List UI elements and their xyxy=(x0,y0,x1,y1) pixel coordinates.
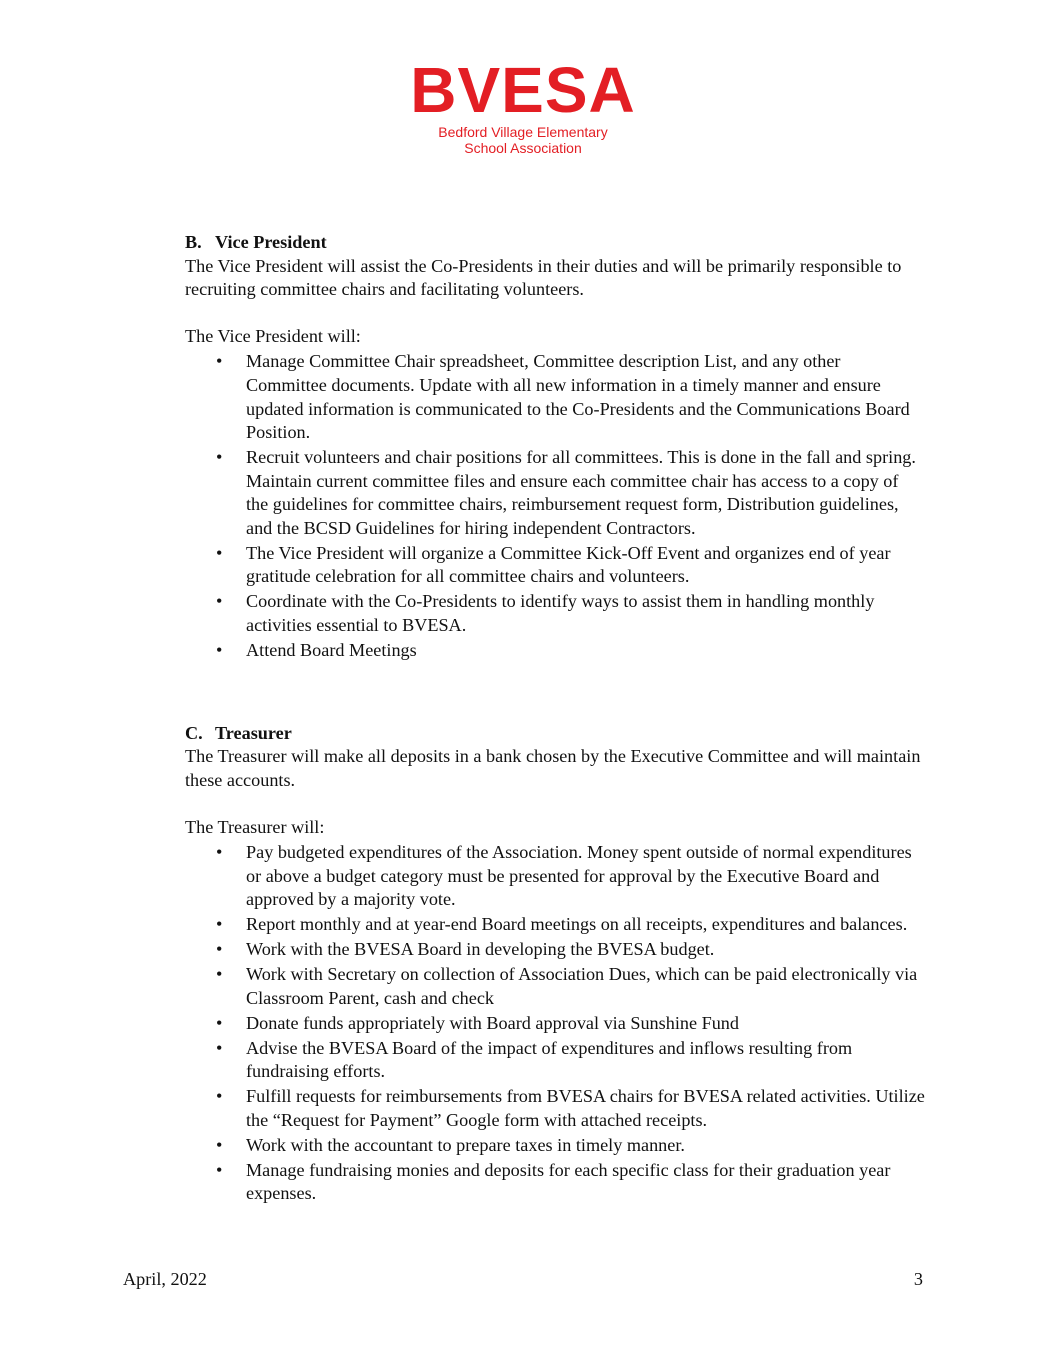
treasurer-lead: The Treasurer will: xyxy=(185,817,325,838)
list-item xyxy=(185,1037,925,1084)
list-item xyxy=(185,446,925,540)
bullet-icon: • xyxy=(216,914,223,935)
bullet-icon: • xyxy=(216,964,223,985)
list-item xyxy=(185,1085,925,1132)
treasurer-duties-list xyxy=(185,841,925,1206)
bullet-icon: • xyxy=(216,591,223,612)
bullet-icon: • xyxy=(216,447,223,468)
list-item xyxy=(185,841,925,912)
list-item xyxy=(185,938,925,962)
bullet-icon: • xyxy=(216,640,223,661)
list-item-text: The Vice President will organize a Committee Kick-Off Event and organizes end of year gratitude celebration for all committee chairs and volunteers. xyxy=(246,542,891,587)
list-item-text: Pay budgeted expenditures of the Association. Money spent outside of normal expenditures or above a budget category must be presented for approval by the Executive Board and approved by a majority vote. xyxy=(246,842,912,910)
list-item xyxy=(185,542,925,589)
list-item xyxy=(185,1012,925,1036)
vice-president-lead: The Vice President will: xyxy=(185,326,361,347)
bullet-icon: • xyxy=(216,1159,223,1180)
list-item xyxy=(185,963,925,1010)
list-item xyxy=(185,1159,925,1206)
bullet-icon: • xyxy=(216,351,223,372)
bullet-icon: • xyxy=(216,1037,223,1058)
list-item xyxy=(185,590,925,637)
section-heading-vice-president xyxy=(185,231,925,255)
list-item xyxy=(185,913,925,937)
bvesa-logo xyxy=(0,56,1046,156)
list-item-text: Donate funds appropriately with Board approval via Sunshine Fund xyxy=(246,1012,739,1033)
section-letter: C. xyxy=(185,722,203,743)
bullet-icon: • xyxy=(216,842,223,862)
list-item-text: Report monthly and at year-end Board meetings on all receipts, expenditures and balances. xyxy=(246,914,908,935)
bullet-icon: • xyxy=(216,542,223,563)
list-item xyxy=(185,1134,925,1158)
page-number: 3 xyxy=(913,1269,923,1289)
list-item-text: Work with Secretary on collection of Association Dues, which can be paid electronically via Classroom Parent, cash and check xyxy=(246,964,918,1008)
list-item-text: Advise the BVESA Board of the impact of expenditures and inflows resulting from fundraising efforts. xyxy=(246,1037,853,1082)
logo-wordmark: BVESA xyxy=(410,54,636,126)
treasurer-intro: The Treasurer will make all deposits in a bank chosen by the Executive Committee and will maintain these accounts. xyxy=(185,746,921,790)
logo-subtitle-line-2: School Association xyxy=(464,140,582,156)
list-item-text: Manage fundraising monies and deposits for each specific class for their graduation year expenses. xyxy=(246,1159,891,1204)
list-item-text: Recruit volunteers and chair positions for all committees. This is done in the fall and spring. Maintain current committee files and ensure each committee chair has access to a copy of the guidelines for committee chairs, reimbursement request form, Distribution guidelines, and the BCSD Guidelines for hiring independent Contractors. xyxy=(246,447,916,538)
list-item-text: Attend Board Meetings xyxy=(246,640,417,661)
list-item-text: Work with the BVESA Board in developing the BVESA budget. xyxy=(246,939,715,960)
vice-president-duties-list xyxy=(185,350,925,662)
list-item-text: Manage Committee Chair spreadsheet, Committee description List, and any other Committee documents. Update with all new information in a timely manner and ensure updated information is communicated to the Co-Presidents and the Communications Board Position. xyxy=(246,351,910,443)
section-title: Vice President xyxy=(215,232,327,252)
bullet-icon: • xyxy=(216,1134,223,1155)
bullet-icon: • xyxy=(216,1012,223,1033)
section-letter: B. xyxy=(185,232,202,252)
logo-subtitle-line-1: Bedford Village Elementary xyxy=(438,124,608,140)
bullet-icon: • xyxy=(216,1086,223,1107)
footer-date: April, 2022 xyxy=(123,1269,207,1289)
section-title: Treasurer xyxy=(215,722,292,743)
vice-president-intro: The Vice President will assist the Co-Presidents in their duties and will be primarily responsible to recruiting committee chairs and facilitating volunteers. xyxy=(185,255,902,300)
section-heading-treasurer xyxy=(185,722,925,746)
document-body xyxy=(185,231,925,1206)
bullet-icon: • xyxy=(216,939,223,960)
list-item xyxy=(185,639,925,663)
list-item-text: Coordinate with the Co-Presidents to identify ways to assist them in handling monthly activities essential to BVESA. xyxy=(246,591,875,636)
list-item-text: Work with the accountant to prepare taxes in timely manner. xyxy=(246,1134,685,1155)
list-item-text: Fulfill requests for reimbursements from BVESA chairs for BVESA related activities. Utilize the “Request for Payment” Google form with attached receipts. xyxy=(246,1086,925,1130)
list-item xyxy=(185,350,925,444)
